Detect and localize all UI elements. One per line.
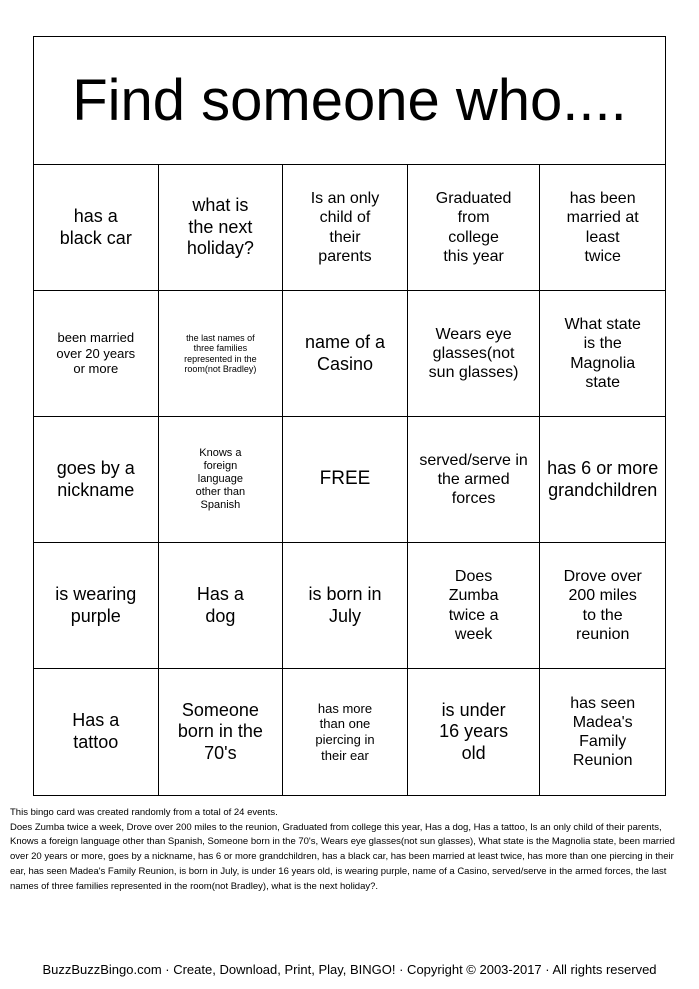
bingo-cell: is under 16 years old bbox=[408, 669, 541, 795]
bingo-cell: is wearing purple bbox=[34, 543, 159, 669]
event-footnote bbox=[10, 806, 690, 894]
bingo-cell: Knows a foreign language other than Spanish bbox=[159, 417, 284, 543]
bingo-cell: is born in July bbox=[283, 543, 408, 669]
copyright-footer: BuzzBuzzBingo.com · Create, Download, Print, Play, BINGO! · Copyright © 2003-2017 · All rights reserved bbox=[42, 962, 657, 977]
bingo-grid bbox=[34, 165, 665, 795]
bingo-cell: What state is the Magnolia state bbox=[540, 291, 665, 417]
bingo-cell: what is the next holiday? bbox=[159, 165, 284, 291]
bingo-cell: has seen Madea's Family Reunion bbox=[570, 694, 636, 770]
bingo-cell: been married over 20 years or more bbox=[34, 291, 159, 417]
bingo-cell: Graduated from college this year bbox=[408, 165, 541, 291]
bingo-cell: Has a dog bbox=[159, 543, 284, 669]
card-title: Find someone who.... bbox=[34, 37, 665, 165]
footnote-events: Does Zumba twice a week, Drove over 200 miles to the reunion, Graduated from college this year, Has a dog, Has a tattoo, Is an only child of their parents, Knows a foreign language other than Spanish, Someone born in the 70's, Wears eye glasses(not sun glasses), What state is the Magnolia state, been married over 20 years or more, goes by a nickname, has 6 or more grandchildren, has a black car, has been married at least twice, has more than one piercing in their ear, has seen Madea's Family Reunion, is born in July, is under 16 years old, is wearing purple, name of a Casino, served/serve in the armed forces, the last names of three families represented in the room(not Bradley), what is the next holiday?. bbox=[10, 821, 675, 892]
bingo-cell: Has a tattoo bbox=[34, 669, 159, 795]
bingo-cell: name of a Casino bbox=[283, 291, 408, 417]
bingo-cell: has more than one piercing in their ear bbox=[283, 669, 408, 795]
bingo-cell: goes by a nickname bbox=[34, 417, 159, 543]
bingo-cell: has been married at least twice bbox=[540, 165, 665, 291]
bingo-card bbox=[33, 36, 666, 796]
bingo-cell: Does Zumba twice a week bbox=[408, 543, 541, 669]
bingo-cell: Someone born in the 70's bbox=[159, 669, 284, 795]
bingo-cell-free: FREE bbox=[283, 417, 408, 543]
bingo-cell: served/serve in the armed forces bbox=[408, 417, 541, 543]
bingo-cell: the last names of three families represented in the room(not Bradley) bbox=[159, 291, 284, 417]
bingo-cell: Is an only child of their parents bbox=[283, 165, 408, 291]
footnote-summary: This bingo card was created randomly from a total of 24 events. bbox=[10, 807, 278, 818]
bingo-cell: has 6 or more grandchildren bbox=[540, 417, 665, 543]
bingo-cell: has a black car bbox=[34, 165, 159, 291]
bingo-cell: Wears eye glasses(not sun glasses) bbox=[408, 291, 541, 417]
bingo-cell: Drove over 200 miles to the reunion bbox=[540, 543, 665, 669]
